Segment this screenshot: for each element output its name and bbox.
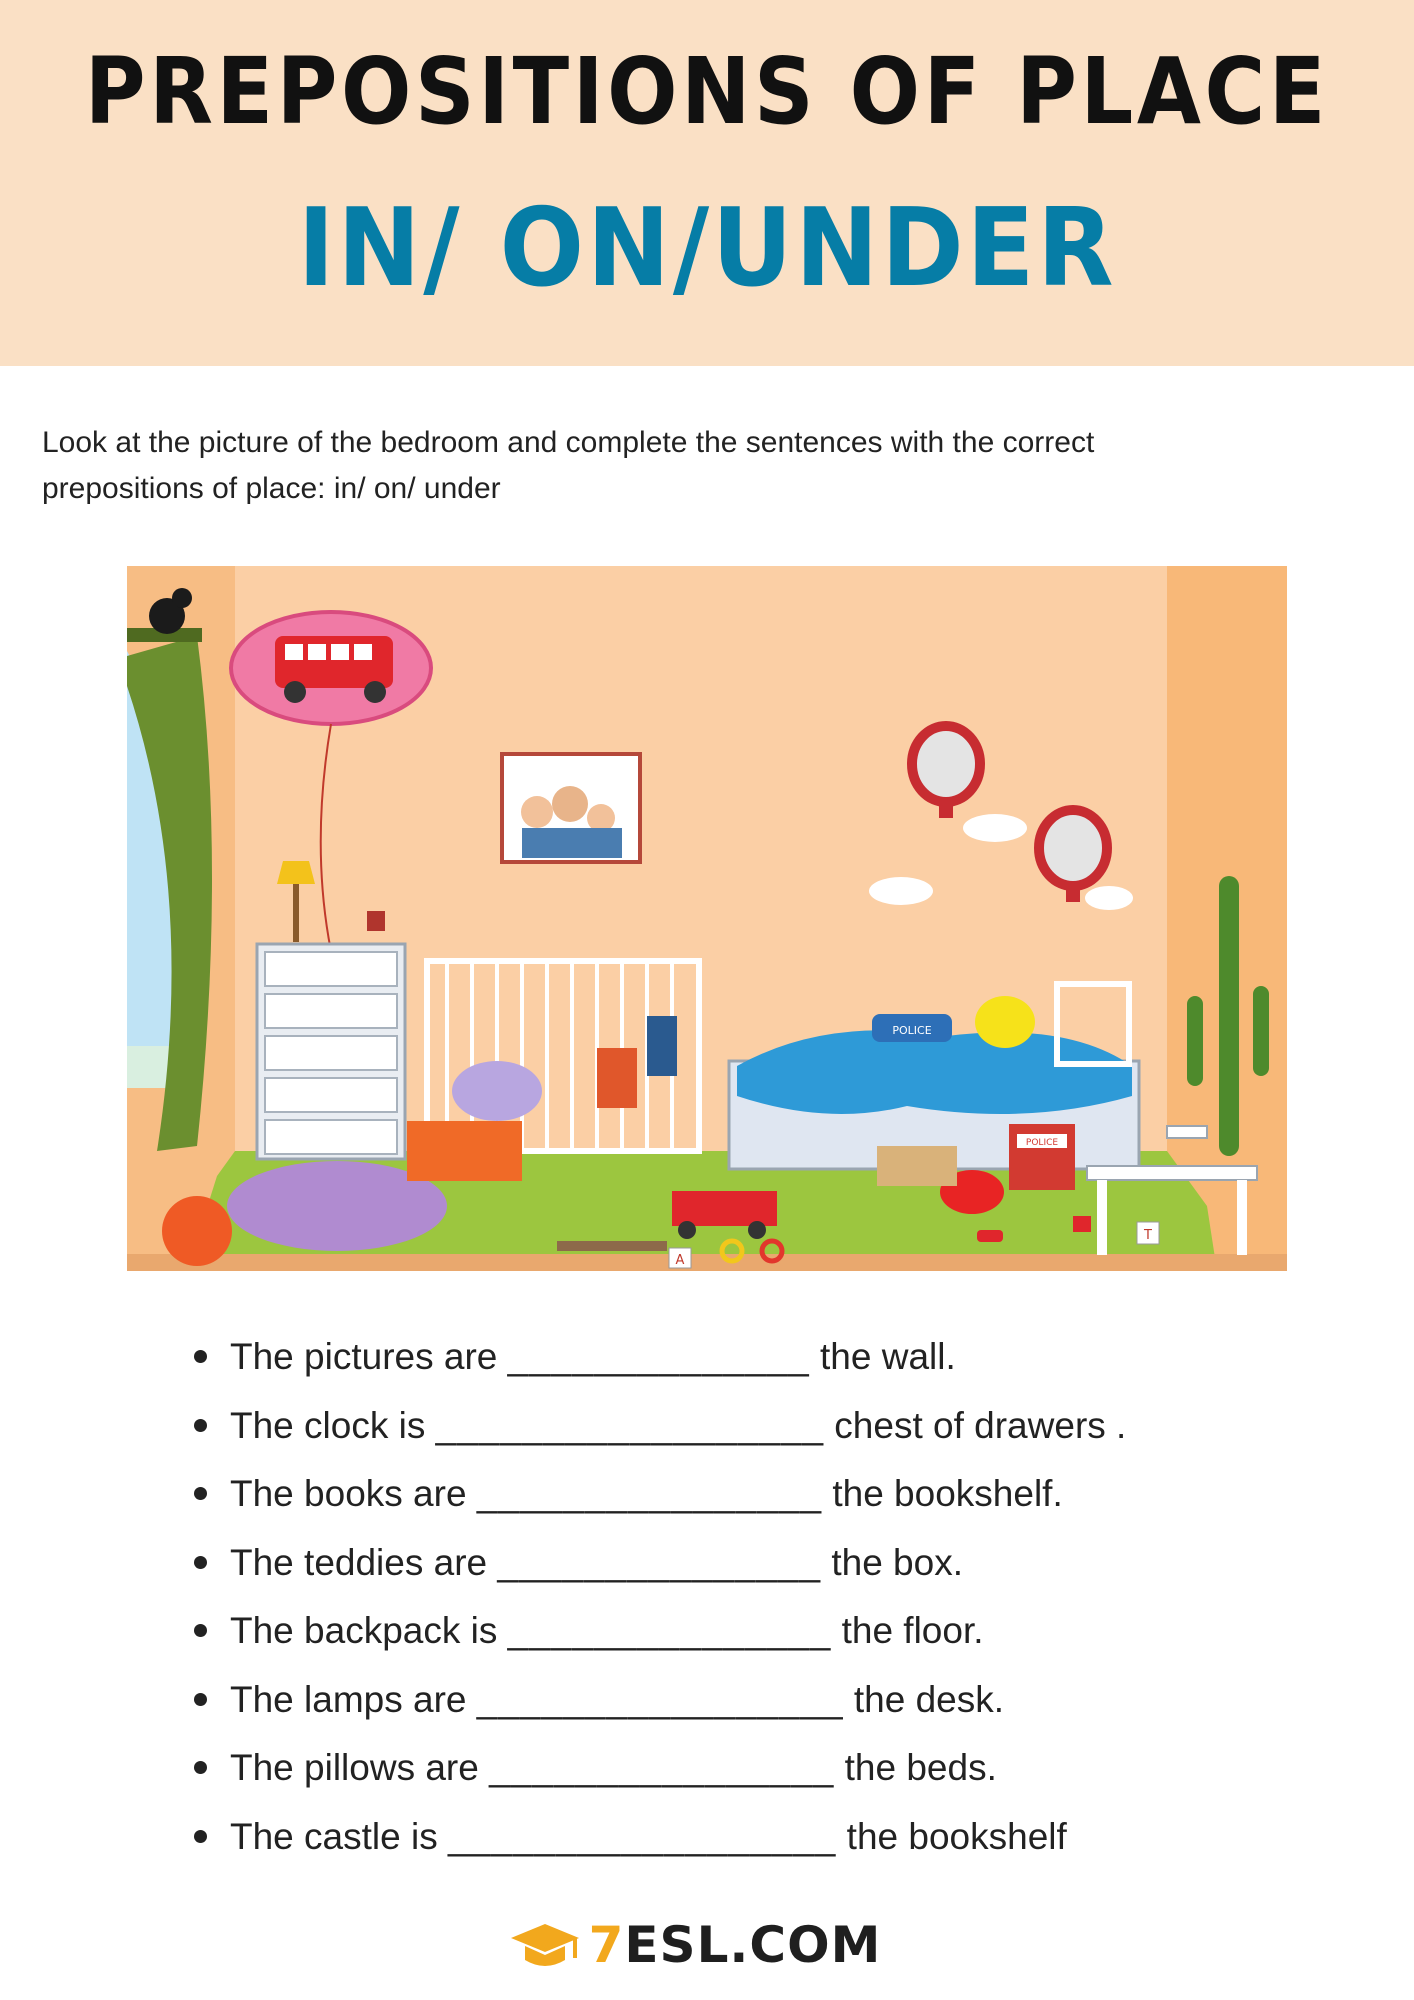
window-sill xyxy=(127,1046,169,1088)
instructions-line-1: Look at the picture of the bedroom and complete the sentences with the correct xyxy=(42,426,1095,459)
yellow-balloon-icon xyxy=(975,996,1035,1048)
sentence-item xyxy=(190,1397,1340,1466)
cloud-icon xyxy=(963,814,1027,842)
sentence-start: The castle is xyxy=(230,1815,448,1857)
sentence-start: The books are xyxy=(230,1473,477,1514)
sentence-end: the bookshelf xyxy=(836,1815,1067,1857)
bus-icon xyxy=(275,636,393,688)
answer-blank: __________________ xyxy=(447,1815,837,1857)
cup-icon xyxy=(367,911,385,931)
sentence-start: The pictures are xyxy=(230,1336,508,1377)
logo-text xyxy=(589,1916,882,1974)
sentence-end: chest of drawers . xyxy=(824,1404,1127,1446)
bullet xyxy=(194,1830,207,1843)
instructions xyxy=(42,420,1362,512)
site-logo xyxy=(0,1915,1414,1975)
sentence-end: the wall. xyxy=(809,1336,956,1377)
cloud-icon-2 xyxy=(869,877,933,905)
page-title: PREPOSITIONS OF PLACE xyxy=(84,38,1330,145)
sentence-end: the floor. xyxy=(831,1610,984,1651)
sentence-start: The clock is xyxy=(230,1404,436,1446)
answer-blank: _______________ xyxy=(507,1610,832,1651)
bullet xyxy=(194,1350,207,1363)
graduation-cap-icon xyxy=(509,1920,581,1970)
box xyxy=(877,1146,957,1186)
police-car-label: POLICE xyxy=(892,1024,932,1037)
bullet xyxy=(194,1624,207,1637)
bullet xyxy=(194,1761,207,1774)
sentence-end: the beds. xyxy=(834,1747,997,1788)
sentence-item xyxy=(190,1602,1340,1671)
answer-blank: __________________ xyxy=(435,1404,825,1446)
fire-truck-icon xyxy=(672,1191,777,1226)
answer-blank: ________________ xyxy=(476,1473,823,1514)
red-ball-icon xyxy=(162,1196,232,1266)
page-subtitle: IN/ ON/UNDER xyxy=(297,186,1117,311)
small-car-icon xyxy=(977,1230,1003,1242)
bullet xyxy=(194,1419,207,1432)
sentence-end: the bookshelf. xyxy=(822,1473,1063,1514)
orange-cushion xyxy=(407,1121,522,1181)
cactus-icon xyxy=(1219,876,1239,1156)
cat-head xyxy=(172,588,192,608)
sentence-item xyxy=(190,1739,1340,1808)
sentence-start: The pillows are xyxy=(230,1747,490,1788)
sentence-item xyxy=(190,1328,1340,1397)
logo-seven: 7 xyxy=(588,1916,625,1974)
answer-blank: ________________ xyxy=(489,1747,835,1788)
logo-rest: ESL.COM xyxy=(624,1916,882,1974)
floor-edge xyxy=(127,1254,1287,1271)
answer-blank: ______________ xyxy=(507,1336,810,1377)
small-car-icon-2 xyxy=(1073,1216,1091,1232)
desk xyxy=(1087,1166,1257,1180)
block-t-letter: T xyxy=(1144,1228,1152,1243)
sentence-item xyxy=(190,1808,1340,1877)
hot-air-balloon-icon xyxy=(912,726,980,802)
sentence-item xyxy=(190,1534,1340,1603)
bedroom-illustration xyxy=(127,566,1287,1271)
answer-blank: _______________ xyxy=(497,1541,822,1583)
train-track xyxy=(557,1241,667,1251)
police-station-label: POLICE xyxy=(1025,1138,1059,1148)
answer-blank: _________________ xyxy=(476,1678,844,1720)
sentence-start: The lamps are xyxy=(230,1678,477,1720)
sentence-end: the desk. xyxy=(843,1678,1005,1720)
sentence-start: The backpack is xyxy=(230,1610,508,1651)
sentence-start: The teddies are xyxy=(230,1541,498,1583)
instructions-line-2: prepositions of place: in/ on/ under xyxy=(42,472,501,505)
sentence-end: the box. xyxy=(821,1541,963,1583)
block-a-letter: A xyxy=(675,1253,685,1268)
lamp-icon xyxy=(277,861,315,884)
bullet xyxy=(194,1693,207,1706)
blanket xyxy=(737,1030,1132,1114)
header-banner xyxy=(0,0,1414,366)
sentence-list xyxy=(190,1328,1340,1876)
bullet xyxy=(194,1487,207,1500)
cloud-icon-3 xyxy=(1085,886,1133,910)
sentence-item xyxy=(190,1671,1340,1740)
police-station-icon xyxy=(1009,1124,1075,1190)
hot-air-balloon-icon-2 xyxy=(1039,810,1107,886)
bullet xyxy=(194,1556,207,1569)
sentence-item xyxy=(190,1465,1340,1534)
